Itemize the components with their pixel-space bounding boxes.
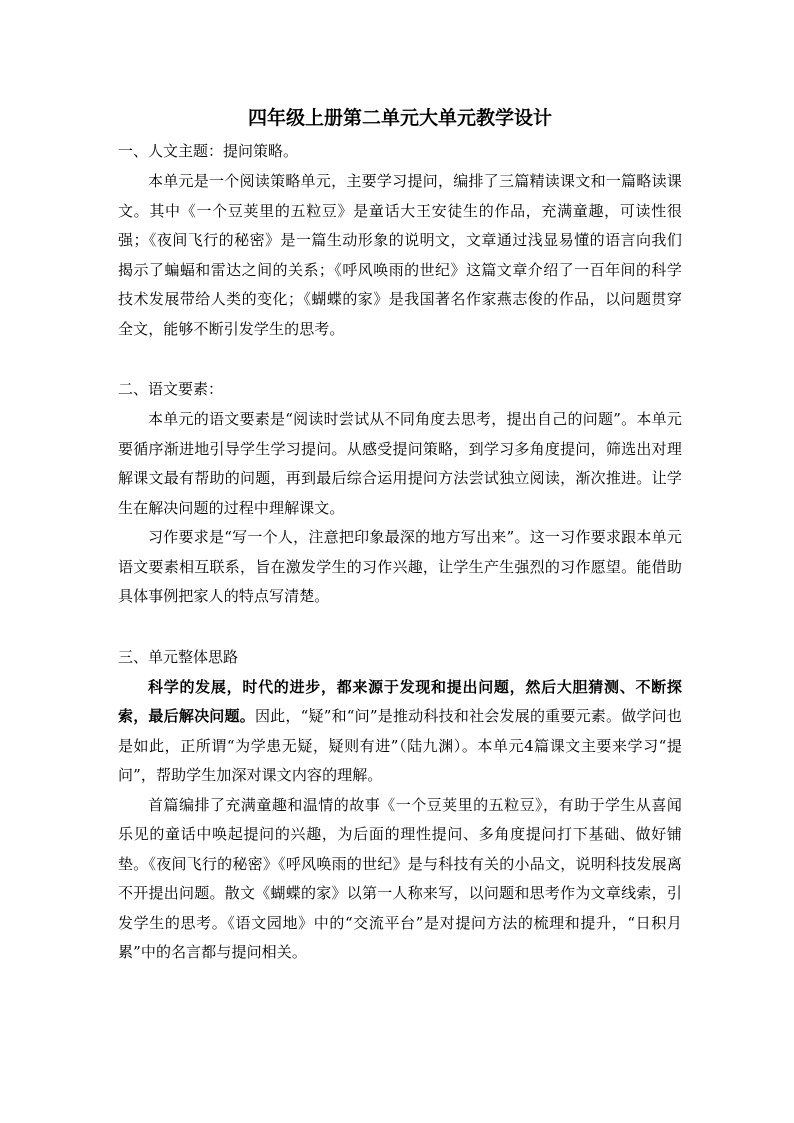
section-heading-unit-approach: 三、单元整体思路 bbox=[118, 647, 239, 666]
paragraph-unit-approach bbox=[118, 673, 682, 791]
paragraph-text: 因此，“疑”和“问”是推动科技和社会发展的重要元素。做学问也是如此，正所谓“为学患无疑，疑则有进”（陆九渊）。本单元4篇课文主要来学习“提问”，帮助学生加深对课文内容的理解。 bbox=[118, 707, 682, 784]
section-heading-theme: 一、人文主题：提问策略。 bbox=[118, 142, 299, 160]
paragraph-writing-requirement: 习作要求是“写一个人，注意把印象最深的地方写出来”。这一习作要求跟本单元语文要素相互联系，旨在激发学生的习作兴趣，让学生产生强烈的习作愿望。能借助具体事例把家人的特点写清楚。 bbox=[118, 528, 682, 605]
document-title: 四年级上册第二单元大单元教学设计 bbox=[247, 107, 552, 129]
section-heading-language-elements: 二、语文要素： bbox=[118, 380, 224, 398]
spacer bbox=[118, 612, 682, 641]
paragraph-theme-overview: 本单元是一个阅读策略单元，主要学习提问，编排了三篇精读课文和一篇略读课文。其中《一个豆荚里的五粒豆》是童话大王安徒生的作品，充满童趣，可读性很强；《夜间飞行的秘密》是一篇生动形象的说明文，文章通过浅显易懂的语言向我们揭示了蝙蝠和雷达之间的关系；《呼风唤雨的世纪》这篇文章介绍了一百年间的科学技术发展带给人类的变化；《蝴蝶的家》是我国著名作家燕志俊的作品，以问题贯穿全文，能够不断引发学生的思考。 bbox=[118, 172, 682, 338]
paragraph-language-elements: 本单元的语文要素是“阅读时尝试从不同角度去思考，提出自己的问题”。本单元要循序渐进地引导学生学习提问。从感受提问策略，到学习多角度提问，筛选出对理解课文最有帮助的问题，再到最后综合运用提问方法尝试独立阅读，渐次推进。让学生在解决问题的过程中理解课文。 bbox=[118, 410, 682, 517]
document-page bbox=[118, 103, 682, 968]
emphasis-text: 科学的发展，时代的进步，都来源于发现和提出问题，然后大胆猜测、不断探索，最后解决问题。 bbox=[118, 677, 682, 725]
paragraph-lesson-arrangement: 首篇编排了充满童趣和温情的故事《一个豆荚里的五粒豆》，有助于学生从喜闻乐见的童话中唤起提问的兴趣，为后面的理性提问、多角度提问打下基础、做好铺垫。《夜间飞行的秘密》《呼风唤雨的世纪》是与科技有关的小品文，说明科技发展离不开提出问题。散文《蝴蝶的家》以第一人称来写，以问题和思考作为文章线索，引发学生的思考。《语文园地》中的“交流平台”是对提问方法的梳理和提升，“日积月累”中的名言都与提问相关。 bbox=[118, 795, 682, 961]
spacer bbox=[118, 344, 682, 373]
